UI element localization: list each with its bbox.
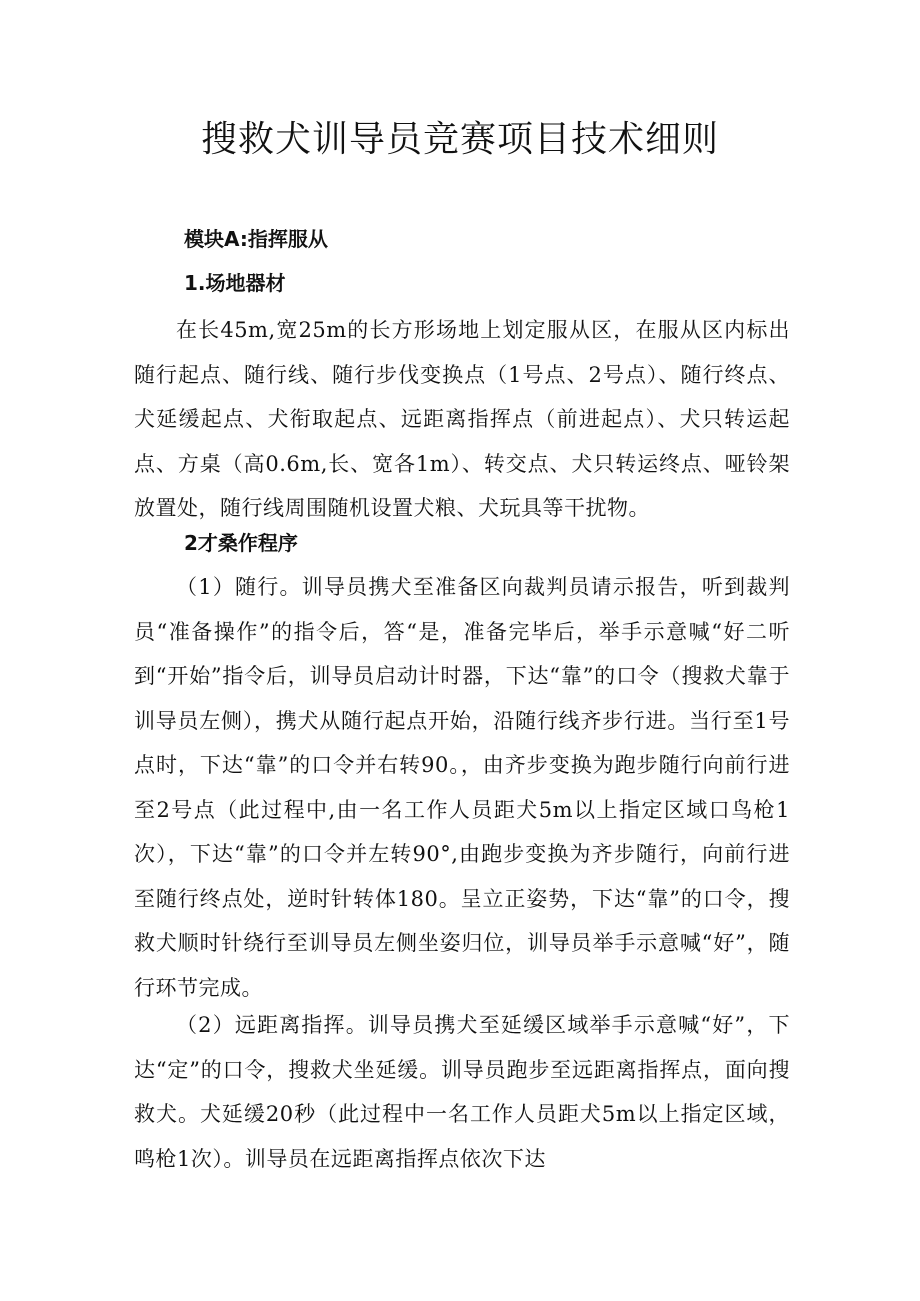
section-heading-procedure: 2才桑作程序 <box>184 531 298 555</box>
procedure-step-remote-command: （2）远距离指挥。训导员携犬至延缓区域举手示意喊“好”，下达“定”的口令，搜救犬坐延缓。训导员跑步至远距离指挥点，面向搜救犬。犬延缓20秒（此过程中一名工作人员距犬5m以上指定区域，鸣枪1次）。训导员在远距离指挥点依次下达 <box>134 1013 790 1171</box>
module-heading: 模块A:指挥服从 <box>184 227 328 251</box>
document-title: 搜救犬训导员竞赛项目技术细则 <box>200 119 719 160</box>
procedure-step-heeling: （1）随行。训导员携犬至准备区向裁判员请示报告，听到裁判员“准备操作”的指令后，答“是，准备完毕后，举手示意喊“好二听到“开始”指令后，训导员启动计时器，下达“靠”的口令（搜救犬靠于训导员左侧），携犬从随行起点开始，沿随行线齐步行进。当行至1号点时，下达“靠”的口令并右转90。，由齐步变换为跑步随行向前行进至2号点（此过程中,由一名工作人员距犬5m以上指定区域口鸟枪1次），下达“靠”的口令并左转90°,由跑步变换为齐步随行，向前行进至随行终点处，逆时针转体180。呈立正姿势，下达“靠”的口令，搜救犬顺时针绕行至训导员左侧坐姿归位，训导员举手示意喊“好”，随行环节完成。 <box>134 575 790 1000</box>
section-heading-equipment: 1.场地器材 <box>184 271 286 295</box>
equipment-paragraph: 在长45m,宽25m的长方形场地上划定服从区，在服从区内标出随行起点、随行线、随行步伐变换点（1号点、2号点）、随行终点、犬延缓起点、犬衔取起点、远距离指挥点（前进起点）、犬只转运起点、方桌（高0.6m,长、宽各1m）、转交点、犬只转运终点、哑铃架放置处，随行线周围随机设置犬粮、犬玩具等干扰物。 <box>134 318 790 520</box>
